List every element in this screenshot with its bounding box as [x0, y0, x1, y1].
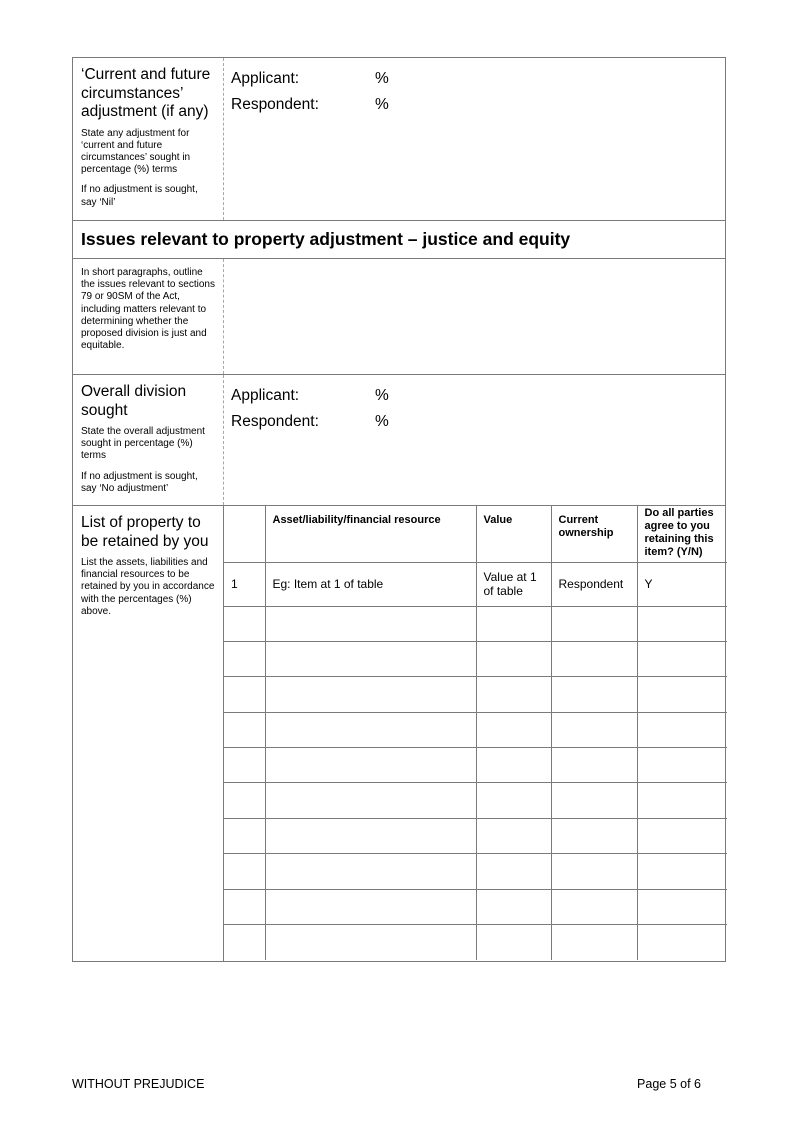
row-ownership-cell[interactable] [551, 925, 637, 960]
overall-label-cell [73, 375, 224, 505]
row-agree-cell[interactable] [637, 677, 727, 712]
row-asset-cell[interactable] [265, 606, 476, 641]
row-value-cell[interactable] [476, 677, 551, 712]
footer-page-number: Page 5 of 6 [637, 1077, 701, 1091]
overall-label: Overall division sought [81, 383, 187, 419]
row-ownership-cell[interactable] [551, 641, 637, 676]
respondent-row [231, 92, 725, 118]
row-agree-cell[interactable] [637, 889, 727, 924]
table-row [224, 854, 727, 889]
applicant-row [231, 66, 725, 92]
property-note: List the assets, liabilities and financial resources to be retained by you in accordance with the percentages (%) above. [81, 557, 215, 617]
overall-no-adjustment-note: If no adjustment is sought, say ‘No adjustment’ [81, 470, 198, 494]
row-num-cell[interactable] [224, 748, 265, 783]
table-row [224, 889, 727, 924]
row-agree-cell[interactable] [637, 818, 727, 853]
row-asset-cell[interactable] [265, 925, 476, 960]
row-asset-cell[interactable] [265, 641, 476, 676]
row-num-cell[interactable] [224, 854, 265, 889]
row-agree-cell[interactable] [637, 712, 727, 747]
table-row-example [224, 562, 727, 606]
overall-note: State the overall adjustment sought in percentage (%) terms [81, 426, 205, 462]
row-ownership-cell[interactable] [551, 854, 637, 889]
row-agree-cell[interactable] [637, 606, 727, 641]
row-agree-cell[interactable] [637, 854, 727, 889]
table-row [224, 677, 727, 712]
current-future-note: State any adjustment for ‘current and future circumstances’ sought in percentage (%) terms [81, 127, 191, 176]
table-row [224, 712, 727, 747]
respondent-label: Respondent: [231, 96, 319, 113]
row-num-cell[interactable] [224, 641, 265, 676]
row-agree-cell[interactable] [637, 748, 727, 783]
row-asset-cell[interactable] [265, 854, 476, 889]
issues-section [72, 258, 726, 375]
current-future-label: ‘Current and future circumstances’ adjustment (if any) [81, 66, 211, 120]
col-number-header [224, 506, 265, 562]
row-ownership-cell[interactable] [551, 818, 637, 853]
issues-heading: Issues relevant to property adjustment – justice and equity [72, 220, 726, 259]
table-row [224, 606, 727, 641]
overall-respondent-row [231, 409, 725, 435]
issues-input-area[interactable] [224, 259, 725, 374]
row-num-cell[interactable] [224, 889, 265, 924]
footer-without-prejudice: WITHOUT PREJUDICE [72, 1077, 205, 1091]
overall-applicant-row [231, 383, 725, 409]
example-num: 1 [224, 562, 265, 606]
row-value-cell[interactable] [476, 606, 551, 641]
col-value-header: Value [476, 506, 551, 562]
row-value-cell[interactable] [476, 712, 551, 747]
property-table [224, 506, 727, 960]
issues-label-cell [73, 259, 224, 374]
row-num-cell[interactable] [224, 712, 265, 747]
example-value: Value at 1 of table [476, 562, 551, 606]
row-ownership-cell[interactable] [551, 748, 637, 783]
row-ownership-cell[interactable] [551, 712, 637, 747]
table-row [224, 641, 727, 676]
col-agree-header: Do all parties agree to you retaining this item? (Y/N) [637, 506, 727, 562]
row-value-cell[interactable] [476, 783, 551, 818]
row-ownership-cell[interactable] [551, 606, 637, 641]
example-asset: Eg: Item at 1 of table [265, 562, 476, 606]
current-future-value-cell[interactable] [224, 58, 725, 220]
row-ownership-cell[interactable] [551, 889, 637, 924]
current-future-section [72, 57, 726, 221]
row-asset-cell[interactable] [265, 783, 476, 818]
row-asset-cell[interactable] [265, 677, 476, 712]
applicant-percent-field[interactable]: % [375, 70, 389, 87]
overall-applicant-percent-field[interactable]: % [375, 387, 389, 404]
property-label: List of property to be retained by you [81, 514, 209, 550]
example-ownership: Respondent [551, 562, 637, 606]
col-ownership-header: Current ownership [551, 506, 637, 562]
overall-section [72, 374, 726, 506]
table-row [224, 818, 727, 853]
row-agree-cell[interactable] [637, 783, 727, 818]
row-asset-cell[interactable] [265, 818, 476, 853]
row-num-cell[interactable] [224, 925, 265, 960]
row-agree-cell[interactable] [637, 925, 727, 960]
respondent-percent-field[interactable]: % [375, 96, 389, 113]
current-future-label-cell [73, 58, 224, 220]
row-value-cell[interactable] [476, 854, 551, 889]
row-asset-cell[interactable] [265, 889, 476, 924]
row-asset-cell[interactable] [265, 712, 476, 747]
row-value-cell[interactable] [476, 889, 551, 924]
row-value-cell[interactable] [476, 748, 551, 783]
row-value-cell[interactable] [476, 925, 551, 960]
overall-value-cell[interactable] [224, 375, 725, 505]
property-label-cell [73, 506, 224, 961]
row-num-cell[interactable] [224, 783, 265, 818]
overall-respondent-percent-field[interactable]: % [375, 413, 389, 430]
row-num-cell[interactable] [224, 677, 265, 712]
row-ownership-cell[interactable] [551, 783, 637, 818]
table-row [224, 748, 727, 783]
overall-respondent-label: Respondent: [231, 413, 319, 430]
property-section [72, 505, 726, 962]
row-value-cell[interactable] [476, 818, 551, 853]
row-value-cell[interactable] [476, 641, 551, 676]
table-row [224, 783, 727, 818]
row-asset-cell[interactable] [265, 748, 476, 783]
property-table-header [224, 506, 727, 562]
row-num-cell[interactable] [224, 818, 265, 853]
row-num-cell[interactable] [224, 606, 265, 641]
example-agree: Y [637, 562, 727, 606]
issues-note: In short paragraphs, outline the issues relevant to sections 79 or 90SM of the Act, including matters relevant to determining whether the proposed division is just and equitable. [81, 267, 215, 352]
overall-applicant-label: Applicant: [231, 387, 300, 404]
col-asset-header: Asset/liability/financial resource [265, 506, 476, 562]
row-agree-cell[interactable] [637, 641, 727, 676]
applicant-label: Applicant: [231, 70, 300, 87]
row-ownership-cell[interactable] [551, 677, 637, 712]
current-future-nil-note: If no adjustment is sought, say ‘Nil’ [81, 184, 198, 208]
table-row [224, 925, 727, 960]
